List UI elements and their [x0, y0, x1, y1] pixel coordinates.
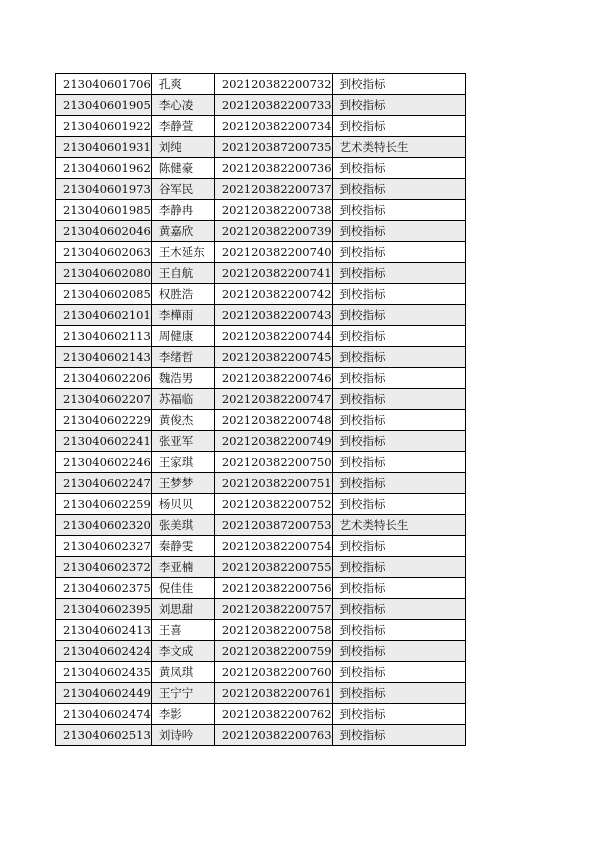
student-name-cell: 李影 [151, 704, 214, 725]
student-name-cell: 王自航 [151, 263, 214, 284]
admission-type-cell: 到校指标 [332, 620, 465, 641]
admission-code-cell: 202120382200755 [214, 557, 332, 578]
admission-type-cell: 到校指标 [332, 704, 465, 725]
student-id-cell: 213040602327 [56, 536, 152, 557]
table-row [56, 242, 466, 263]
admission-code-cell: 202120382200741 [214, 263, 332, 284]
table-row [56, 116, 466, 137]
table-row [56, 452, 466, 473]
admission-code-cell: 202120382200760 [214, 662, 332, 683]
admission-type-cell: 到校指标 [332, 452, 465, 473]
table-row [56, 704, 466, 725]
student-id-cell: 213040602449 [56, 683, 152, 704]
student-name-cell: 权胜浩 [151, 284, 214, 305]
student-name-cell: 倪佳佳 [151, 578, 214, 599]
student-name-cell: 王喜 [151, 620, 214, 641]
student-name-cell: 王家琪 [151, 452, 214, 473]
student-id-cell: 213040601706 [56, 74, 152, 95]
student-id-cell: 213040601931 [56, 137, 152, 158]
table-row [56, 515, 466, 536]
admission-type-cell: 到校指标 [332, 95, 465, 116]
admission-type-cell: 到校指标 [332, 263, 465, 284]
table-row [56, 578, 466, 599]
student-name-cell: 孔爽 [151, 74, 214, 95]
table-row [56, 221, 466, 242]
admission-type-cell: 到校指标 [332, 662, 465, 683]
admission-code-cell: 202120382200743 [214, 305, 332, 326]
student-id-cell: 213040602207 [56, 389, 152, 410]
student-id-cell: 213040602206 [56, 368, 152, 389]
student-name-cell: 李文成 [151, 641, 214, 662]
table-body [56, 74, 466, 746]
student-id-cell: 213040601962 [56, 158, 152, 179]
admission-code-cell: 202120382200744 [214, 326, 332, 347]
table-row [56, 284, 466, 305]
student-id-cell: 213040602080 [56, 263, 152, 284]
admission-code-cell: 202120382200736 [214, 158, 332, 179]
student-id-cell: 213040602063 [56, 242, 152, 263]
admission-type-cell: 到校指标 [332, 221, 465, 242]
admission-type-cell: 到校指标 [332, 431, 465, 452]
student-id-cell: 213040602247 [56, 473, 152, 494]
admission-type-cell: 到校指标 [332, 326, 465, 347]
admission-type-cell: 到校指标 [332, 305, 465, 326]
student-name-cell: 周健康 [151, 326, 214, 347]
table-row [56, 431, 466, 452]
admission-type-cell: 到校指标 [332, 578, 465, 599]
student-id-cell: 213040602113 [56, 326, 152, 347]
student-name-cell: 李静冉 [151, 200, 214, 221]
admission-code-cell: 202120382200732 [214, 74, 332, 95]
table-row [56, 389, 466, 410]
table-row [56, 536, 466, 557]
admission-type-cell: 到校指标 [332, 242, 465, 263]
admission-code-cell: 202120382200761 [214, 683, 332, 704]
student-id-cell: 213040602046 [56, 221, 152, 242]
table-row [56, 410, 466, 431]
admission-code-cell: 202120382200742 [214, 284, 332, 305]
student-id-cell: 213040602229 [56, 410, 152, 431]
admission-code-cell: 202120382200747 [214, 389, 332, 410]
admission-code-cell: 202120382200739 [214, 221, 332, 242]
admission-type-cell: 到校指标 [332, 74, 465, 95]
table-row [56, 137, 466, 158]
table-row [56, 305, 466, 326]
student-name-cell: 李绪哲 [151, 347, 214, 368]
admission-code-cell: 202120382200763 [214, 725, 332, 746]
admission-code-cell: 202120382200745 [214, 347, 332, 368]
student-name-cell: 刘思甜 [151, 599, 214, 620]
admission-type-cell: 到校指标 [332, 200, 465, 221]
admission-type-cell: 到校指标 [332, 473, 465, 494]
admission-code-cell: 202120382200746 [214, 368, 332, 389]
student-id-cell: 213040602395 [56, 599, 152, 620]
student-name-cell: 王梦梦 [151, 473, 214, 494]
table-row [56, 179, 466, 200]
student-id-cell: 213040602085 [56, 284, 152, 305]
admission-type-cell: 艺术类特长生 [332, 515, 465, 536]
table-row [56, 641, 466, 662]
admission-type-cell: 到校指标 [332, 284, 465, 305]
admission-type-cell: 到校指标 [332, 368, 465, 389]
student-name-cell: 李亚楠 [151, 557, 214, 578]
student-name-cell: 杨贝贝 [151, 494, 214, 515]
admission-code-cell: 202120382200734 [214, 116, 332, 137]
admission-code-cell: 202120382200751 [214, 473, 332, 494]
student-id-cell: 213040602375 [56, 578, 152, 599]
student-name-cell: 张亚军 [151, 431, 214, 452]
admission-code-cell: 202120387200735 [214, 137, 332, 158]
student-name-cell: 李静萱 [151, 116, 214, 137]
student-id-cell: 213040601985 [56, 200, 152, 221]
admission-type-cell: 到校指标 [332, 410, 465, 431]
admission-type-cell: 到校指标 [332, 494, 465, 515]
student-id-cell: 213040602435 [56, 662, 152, 683]
admission-type-cell: 到校指标 [332, 557, 465, 578]
student-name-cell: 谷军民 [151, 179, 214, 200]
student-id-cell: 213040602413 [56, 620, 152, 641]
student-id-cell: 213040602424 [56, 641, 152, 662]
student-name-cell: 张美琪 [151, 515, 214, 536]
student-name-cell: 魏浩男 [151, 368, 214, 389]
student-id-cell: 213040602513 [56, 725, 152, 746]
student-name-cell: 黄凤琪 [151, 662, 214, 683]
table-row [56, 494, 466, 515]
student-name-cell: 王宁宁 [151, 683, 214, 704]
admission-type-cell: 到校指标 [332, 725, 465, 746]
student-name-cell: 刘纯 [151, 137, 214, 158]
table-row [56, 599, 466, 620]
admission-type-cell: 到校指标 [332, 179, 465, 200]
table-row [56, 326, 466, 347]
table-row [56, 683, 466, 704]
student-name-cell: 苏福临 [151, 389, 214, 410]
admission-type-cell: 到校指标 [332, 641, 465, 662]
admission-type-cell: 到校指标 [332, 347, 465, 368]
table-row [56, 620, 466, 641]
student-name-cell: 秦静雯 [151, 536, 214, 557]
student-id-cell: 213040602320 [56, 515, 152, 536]
table-row [56, 347, 466, 368]
student-id-cell: 213040602143 [56, 347, 152, 368]
student-name-cell: 刘诗吟 [151, 725, 214, 746]
admission-code-cell: 202120382200757 [214, 599, 332, 620]
student-name-cell: 黄嘉欣 [151, 221, 214, 242]
student-name-cell: 王木延东 [151, 242, 214, 263]
admission-type-cell: 到校指标 [332, 158, 465, 179]
admission-type-cell: 到校指标 [332, 599, 465, 620]
table-row [56, 158, 466, 179]
admission-code-cell: 202120382200759 [214, 641, 332, 662]
table-row [56, 557, 466, 578]
student-id-cell: 213040602101 [56, 305, 152, 326]
student-id-cell: 213040601905 [56, 95, 152, 116]
student-id-cell: 213040602259 [56, 494, 152, 515]
admission-list-table [55, 73, 466, 746]
table-row [56, 662, 466, 683]
admission-code-cell: 202120382200738 [214, 200, 332, 221]
admission-type-cell: 到校指标 [332, 536, 465, 557]
table-row [56, 725, 466, 746]
student-id-cell: 213040602372 [56, 557, 152, 578]
admission-code-cell: 202120382200733 [214, 95, 332, 116]
student-id-cell: 213040602241 [56, 431, 152, 452]
admission-type-cell: 到校指标 [332, 389, 465, 410]
admission-code-cell: 202120382200740 [214, 242, 332, 263]
admission-type-cell: 艺术类特长生 [332, 137, 465, 158]
student-id-cell: 213040602246 [56, 452, 152, 473]
student-name-cell: 陈健豪 [151, 158, 214, 179]
admission-code-cell: 202120382200756 [214, 578, 332, 599]
table-row [56, 200, 466, 221]
student-id-cell: 213040601973 [56, 179, 152, 200]
admission-type-cell: 到校指标 [332, 683, 465, 704]
student-name-cell: 黄俊杰 [151, 410, 214, 431]
student-id-cell: 213040601922 [56, 116, 152, 137]
admission-code-cell: 202120382200762 [214, 704, 332, 725]
table-row [56, 74, 466, 95]
student-name-cell: 李樺雨 [151, 305, 214, 326]
table-row [56, 263, 466, 284]
admission-type-cell: 到校指标 [332, 116, 465, 137]
table-row [56, 473, 466, 494]
admission-code-cell: 202120382200737 [214, 179, 332, 200]
table-row [56, 95, 466, 116]
admission-code-cell: 202120382200758 [214, 620, 332, 641]
student-name-cell: 李心凌 [151, 95, 214, 116]
admission-code-cell: 202120382200752 [214, 494, 332, 515]
admission-code-cell: 202120387200753 [214, 515, 332, 536]
admission-code-cell: 202120382200750 [214, 452, 332, 473]
admission-code-cell: 202120382200754 [214, 536, 332, 557]
admission-code-cell: 202120382200748 [214, 410, 332, 431]
table-row [56, 368, 466, 389]
student-id-cell: 213040602474 [56, 704, 152, 725]
admission-code-cell: 202120382200749 [214, 431, 332, 452]
